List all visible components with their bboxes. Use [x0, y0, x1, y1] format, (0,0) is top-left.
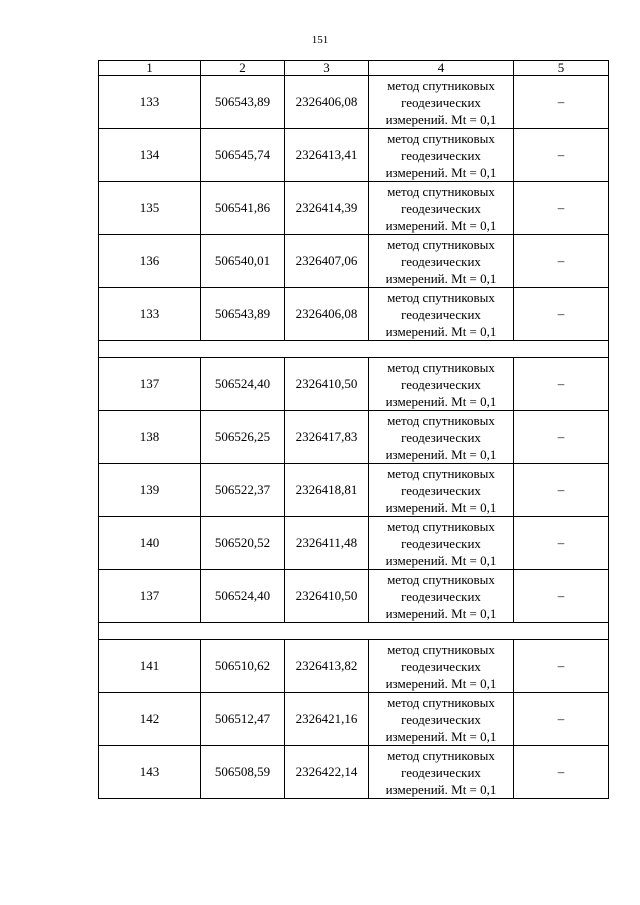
- x-coordinate-cell: 506545,74: [201, 129, 285, 182]
- column-header: 3: [285, 61, 369, 76]
- y-coordinate-cell: 2326407,06: [285, 235, 369, 288]
- method-cell: [369, 640, 514, 693]
- method-line: геодезических: [401, 94, 481, 110]
- column-header: 4: [369, 61, 514, 76]
- y-coordinate-cell: 2326406,08: [285, 288, 369, 341]
- method-line: измерений. Mt = 0,1: [385, 393, 497, 409]
- column-5-cell: –: [514, 464, 609, 517]
- column-header: 1: [99, 61, 201, 76]
- point-number-cell: 137: [99, 570, 201, 623]
- column-5-cell: –: [514, 288, 609, 341]
- y-coordinate-cell: 2326418,81: [285, 464, 369, 517]
- method-line: метод спутниковых: [387, 77, 495, 93]
- page-number: 151: [311, 34, 329, 46]
- separator-cell: [99, 623, 609, 640]
- method-cell: [369, 76, 514, 129]
- x-coordinate-cell: 506522,37: [201, 464, 285, 517]
- method-line: геодезических: [401, 588, 481, 604]
- method-line: измерений. Mt = 0,1: [385, 605, 497, 621]
- y-coordinate-cell: 2326406,08: [285, 76, 369, 129]
- method-line: метод спутниковых: [387, 571, 495, 587]
- method-line: измерений. Mt = 0,1: [385, 217, 497, 233]
- coordinates-table: [98, 60, 609, 799]
- group-separator-row: [99, 341, 609, 358]
- method-line: измерений. Mt = 0,1: [385, 781, 497, 797]
- method-line: метод спутниковых: [387, 236, 495, 252]
- y-coordinate-cell: 2326422,14: [285, 746, 369, 799]
- method-cell: [369, 358, 514, 411]
- separator-cell: [99, 341, 609, 358]
- x-coordinate-cell: 506524,40: [201, 358, 285, 411]
- table-row: [99, 358, 609, 411]
- y-coordinate-cell: 2326413,41: [285, 129, 369, 182]
- table-row: [99, 640, 609, 693]
- x-coordinate-cell: 506540,01: [201, 235, 285, 288]
- table-row: [99, 464, 609, 517]
- method-line: измерений. Mt = 0,1: [385, 446, 497, 462]
- method-line: геодезических: [401, 711, 481, 727]
- x-coordinate-cell: 506543,89: [201, 288, 285, 341]
- method-line: метод спутниковых: [387, 641, 495, 657]
- point-number-cell: 134: [99, 129, 201, 182]
- method-line: метод спутниковых: [387, 183, 495, 199]
- method-line: геодезических: [401, 147, 481, 163]
- method-cell: [369, 746, 514, 799]
- x-coordinate-cell: 506512,47: [201, 693, 285, 746]
- table-row: [99, 235, 609, 288]
- y-coordinate-cell: 2326421,16: [285, 693, 369, 746]
- y-coordinate-cell: 2326417,83: [285, 411, 369, 464]
- point-number-cell: 137: [99, 358, 201, 411]
- point-number-cell: 136: [99, 235, 201, 288]
- method-line: метод спутниковых: [387, 412, 495, 428]
- column-5-cell: –: [514, 411, 609, 464]
- table-row: [99, 746, 609, 799]
- method-line: геодезических: [401, 376, 481, 392]
- method-cell: [369, 570, 514, 623]
- method-cell: [369, 411, 514, 464]
- method-cell: [369, 235, 514, 288]
- y-coordinate-cell: 2326411,48: [285, 517, 369, 570]
- method-line: измерений. Mt = 0,1: [385, 164, 497, 180]
- x-coordinate-cell: 506526,25: [201, 411, 285, 464]
- method-line: геодезических: [401, 306, 481, 322]
- point-number-cell: 139: [99, 464, 201, 517]
- table-row: [99, 570, 609, 623]
- point-number-cell: 142: [99, 693, 201, 746]
- column-5-cell: –: [514, 235, 609, 288]
- y-coordinate-cell: 2326410,50: [285, 358, 369, 411]
- column-5-cell: –: [514, 129, 609, 182]
- method-line: метод спутниковых: [387, 694, 495, 710]
- method-line: измерений. Mt = 0,1: [385, 675, 497, 691]
- table-row: [99, 76, 609, 129]
- column-header: 5: [514, 61, 609, 76]
- table-row: [99, 411, 609, 464]
- x-coordinate-cell: 506510,62: [201, 640, 285, 693]
- column-5-cell: –: [514, 570, 609, 623]
- method-line: геодезических: [401, 764, 481, 780]
- column-5-cell: –: [514, 182, 609, 235]
- point-number-cell: 135: [99, 182, 201, 235]
- header-row: [99, 61, 609, 76]
- method-cell: [369, 182, 514, 235]
- table-body: [99, 76, 609, 799]
- table-row: [99, 182, 609, 235]
- method-line: измерений. Mt = 0,1: [385, 728, 497, 744]
- method-line: геодезических: [401, 658, 481, 674]
- x-coordinate-cell: 506543,89: [201, 76, 285, 129]
- column-header: 2: [201, 61, 285, 76]
- column-5-cell: –: [514, 358, 609, 411]
- method-line: геодезических: [401, 535, 481, 551]
- method-line: геодезических: [401, 429, 481, 445]
- method-cell: [369, 464, 514, 517]
- method-line: геодезических: [401, 253, 481, 269]
- column-5-cell: –: [514, 640, 609, 693]
- method-line: метод спутниковых: [387, 747, 495, 763]
- point-number-cell: 138: [99, 411, 201, 464]
- method-line: геодезических: [401, 200, 481, 216]
- y-coordinate-cell: 2326414,39: [285, 182, 369, 235]
- y-coordinate-cell: 2326410,50: [285, 570, 369, 623]
- column-5-cell: –: [514, 746, 609, 799]
- table-row: [99, 517, 609, 570]
- point-number-cell: 133: [99, 76, 201, 129]
- method-line: измерений. Mt = 0,1: [385, 323, 497, 339]
- method-line: метод спутниковых: [387, 289, 495, 305]
- point-number-cell: 133: [99, 288, 201, 341]
- point-number-cell: 143: [99, 746, 201, 799]
- column-5-cell: –: [514, 517, 609, 570]
- x-coordinate-cell: 506524,40: [201, 570, 285, 623]
- method-line: измерений. Mt = 0,1: [385, 499, 497, 515]
- method-line: измерений. Mt = 0,1: [385, 552, 497, 568]
- point-number-cell: 141: [99, 640, 201, 693]
- method-cell: [369, 288, 514, 341]
- method-line: метод спутниковых: [387, 359, 495, 375]
- method-line: метод спутниковых: [387, 465, 495, 481]
- x-coordinate-cell: 506508,59: [201, 746, 285, 799]
- method-cell: [369, 129, 514, 182]
- x-coordinate-cell: 506541,86: [201, 182, 285, 235]
- point-number-cell: 140: [99, 517, 201, 570]
- table-row: [99, 288, 609, 341]
- column-5-cell: –: [514, 693, 609, 746]
- method-cell: [369, 693, 514, 746]
- group-separator-row: [99, 623, 609, 640]
- table-row: [99, 693, 609, 746]
- method-cell: [369, 517, 514, 570]
- method-line: геодезических: [401, 482, 481, 498]
- column-5-cell: –: [514, 76, 609, 129]
- method-line: метод спутниковых: [387, 130, 495, 146]
- method-line: измерений. Mt = 0,1: [385, 270, 497, 286]
- method-line: измерений. Mt = 0,1: [385, 111, 497, 127]
- method-line: метод спутниковых: [387, 518, 495, 534]
- y-coordinate-cell: 2326413,82: [285, 640, 369, 693]
- table-row: [99, 129, 609, 182]
- x-coordinate-cell: 506520,52: [201, 517, 285, 570]
